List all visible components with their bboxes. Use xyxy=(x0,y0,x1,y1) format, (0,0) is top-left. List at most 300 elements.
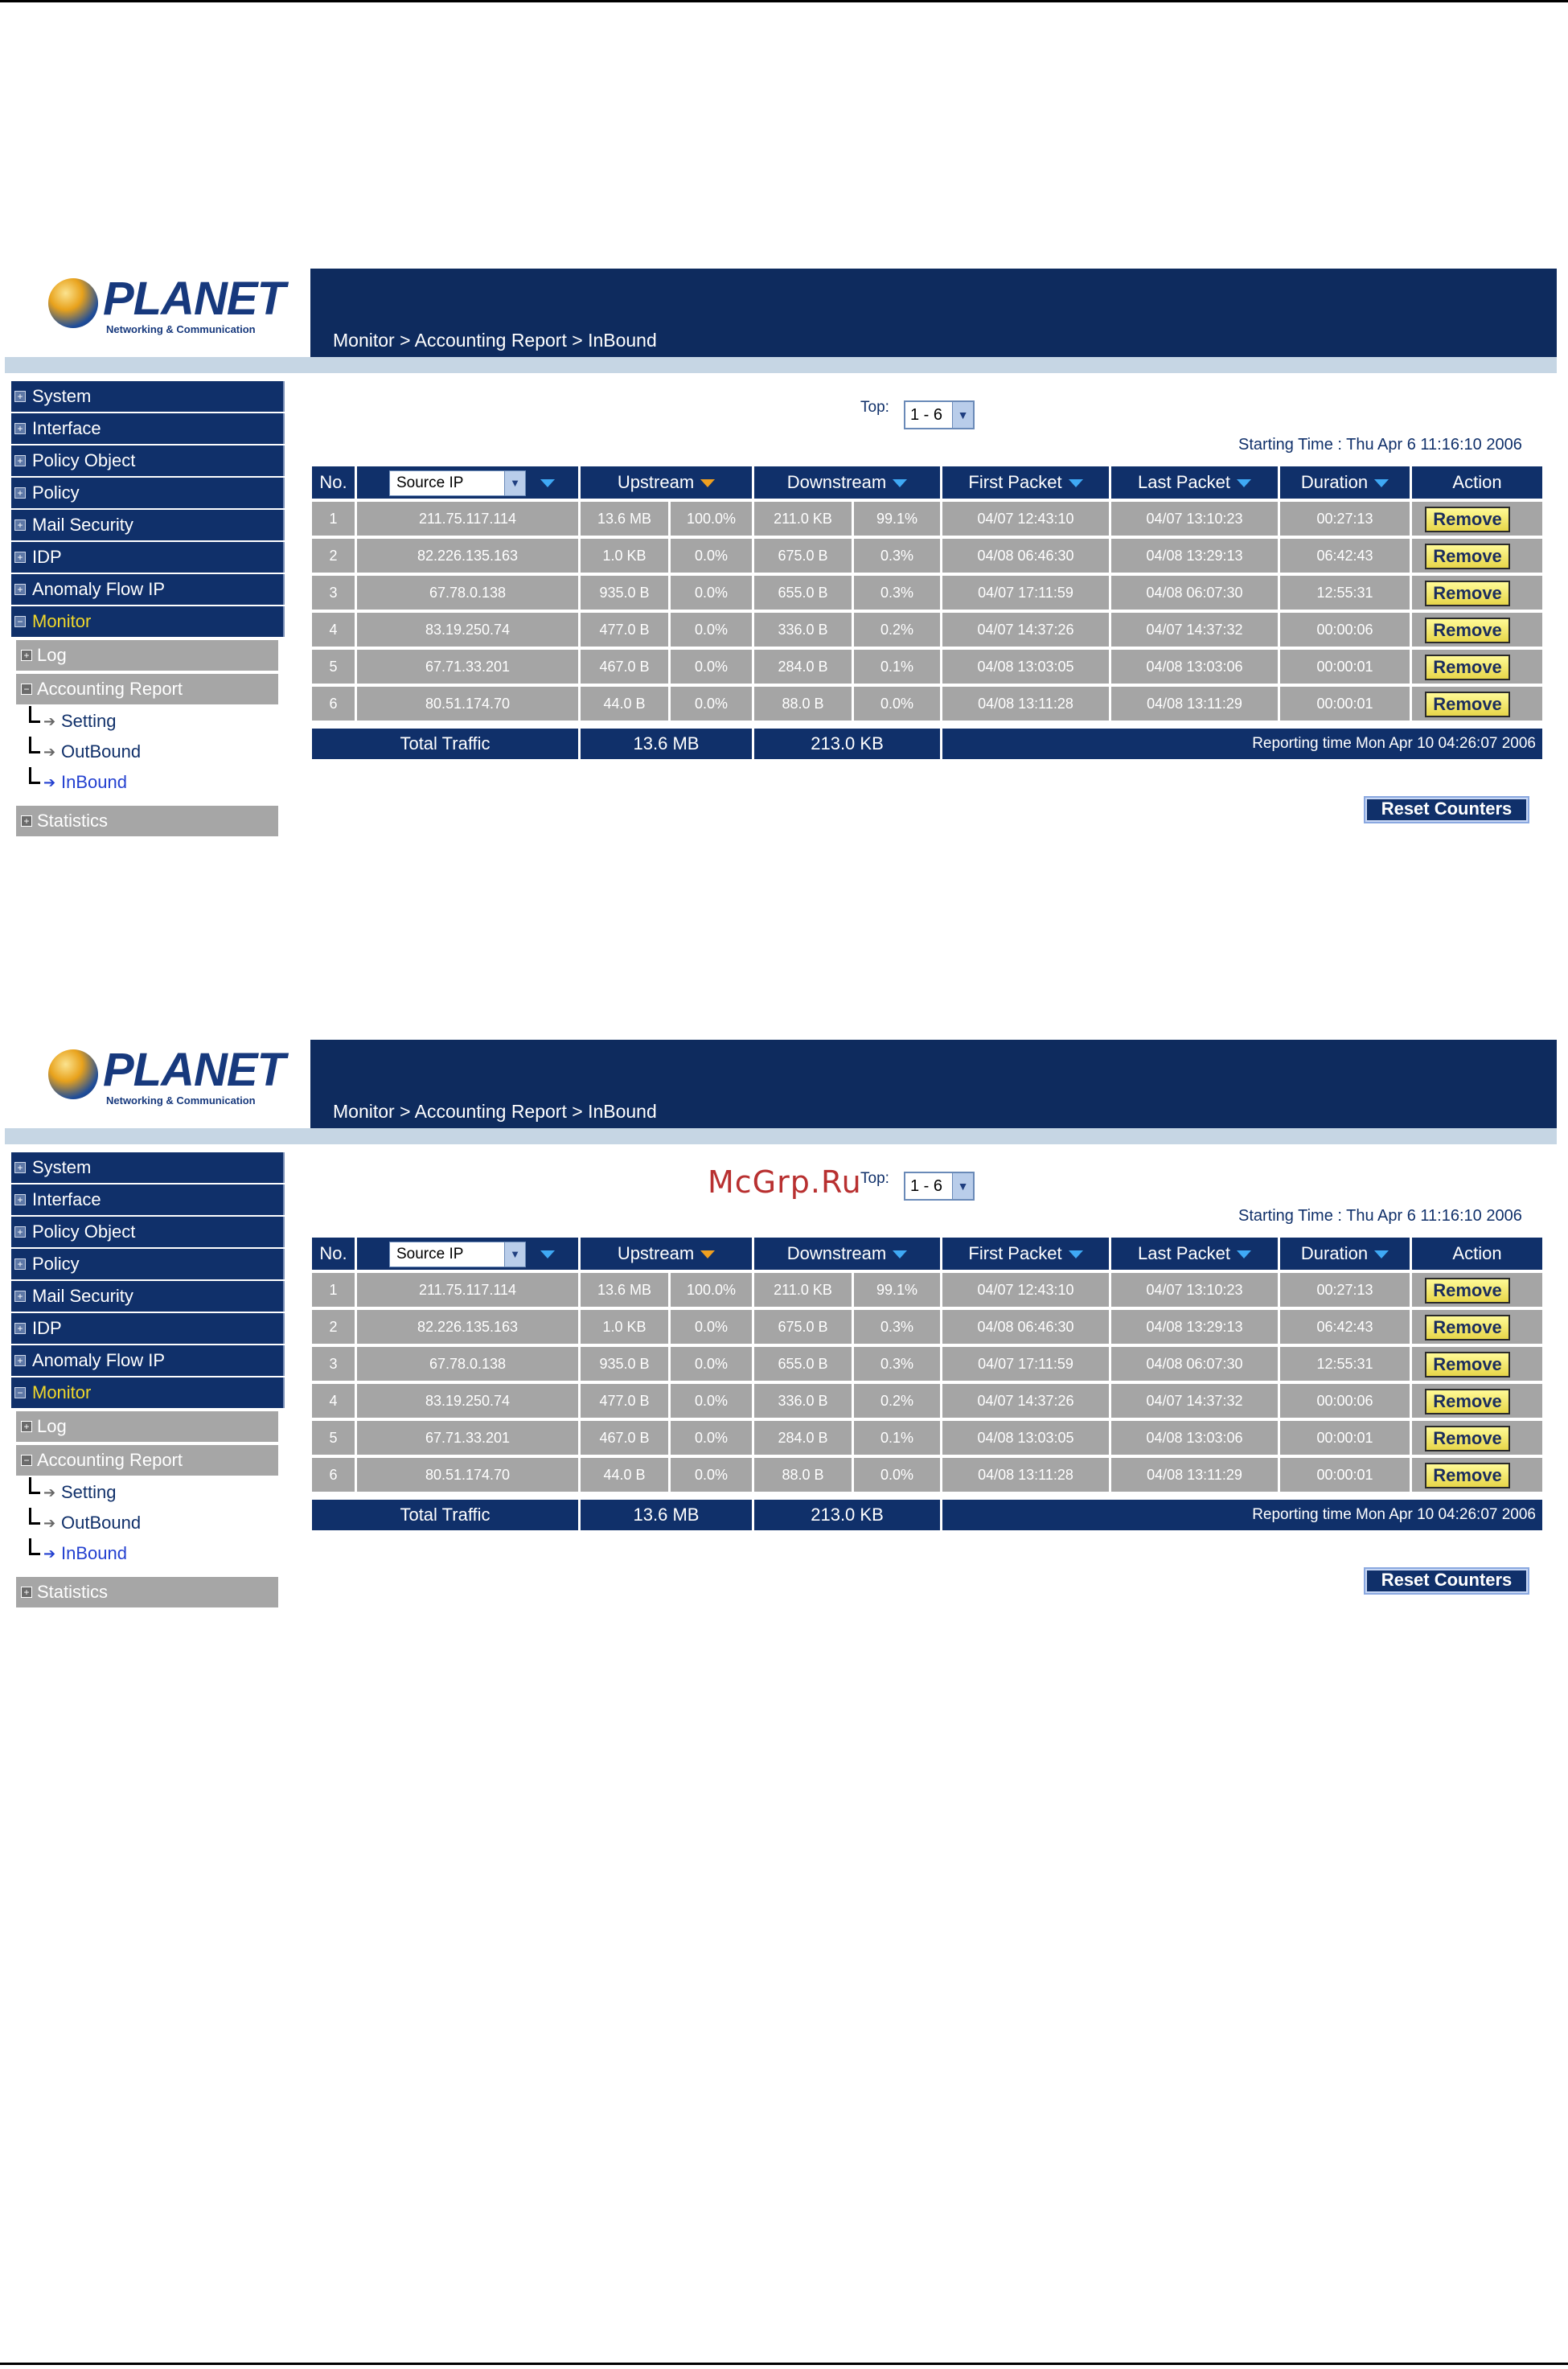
cell-downstream-percent: 99.1% xyxy=(854,1273,942,1307)
tree-item-setting[interactable] xyxy=(11,706,285,737)
total-traffic-row xyxy=(312,729,1542,759)
column-header-source-ip xyxy=(357,466,581,499)
screenshot-2 xyxy=(5,1040,1557,1619)
cell-downstream-percent: 99.1% xyxy=(854,502,942,536)
column-header-label: Duration xyxy=(1300,1243,1369,1263)
source-ip-select[interactable] xyxy=(389,1242,526,1267)
cell-last-packet: 04/07 14:37:32 xyxy=(1111,613,1280,647)
cell-action xyxy=(1412,539,1542,573)
cell-no: 6 xyxy=(312,1458,357,1492)
cell-action xyxy=(1412,1310,1542,1344)
total-traffic-label: Total Traffic xyxy=(312,729,581,759)
cell-last-packet: 04/07 14:37:32 xyxy=(1111,1384,1280,1418)
sidebar-item-label: Anomaly Flow IP xyxy=(32,1350,166,1370)
top-select[interactable] xyxy=(904,1172,975,1201)
cell-upstream: 467.0 B xyxy=(581,650,671,684)
page-bottom-rule xyxy=(0,2363,1568,2365)
cell-upstream: 1.0 KB xyxy=(581,1310,671,1344)
cell-no: 5 xyxy=(312,650,357,684)
expand-icon: + xyxy=(14,455,26,466)
expand-icon: + xyxy=(14,487,26,499)
logo-subtitle: Networking & Communication xyxy=(106,1094,256,1106)
sidebar-item-label: IDP xyxy=(32,547,62,567)
column-header-downstream[interactable] xyxy=(754,1238,942,1270)
collapse-icon: − xyxy=(21,684,32,695)
sidebar-item-policy[interactable] xyxy=(11,1249,285,1279)
tree-item-setting[interactable] xyxy=(11,1477,285,1508)
remove-button[interactable]: Remove xyxy=(1425,507,1510,532)
cell-first-packet: 04/08 13:03:05 xyxy=(942,1421,1111,1455)
cell-downstream: 211.0 KB xyxy=(754,1273,854,1307)
chevron-down-icon: ▼ xyxy=(504,471,525,495)
cell-action xyxy=(1412,687,1542,721)
header-band xyxy=(310,269,1557,357)
sidebar-item-label: Policy xyxy=(32,482,80,503)
cell-downstream: 675.0 B xyxy=(754,539,854,573)
cell-duration: 00:00:06 xyxy=(1280,613,1412,647)
sidebar-item-monitor[interactable] xyxy=(11,606,285,637)
tree-item-label: OutBound xyxy=(61,741,142,762)
sidebar-sub-statistics[interactable] xyxy=(16,1577,278,1607)
cell-downstream: 675.0 B xyxy=(754,1310,854,1344)
expand-icon: + xyxy=(21,1587,32,1598)
sidebar-item-label: Mail Security xyxy=(32,1286,133,1306)
top-select-value: 1 - 6 xyxy=(910,1177,943,1195)
sidebar-sub-label: Accounting Report xyxy=(37,679,183,699)
top-label: Top: xyxy=(860,1170,889,1187)
total-upstream: 13.6 MB xyxy=(581,729,754,759)
arrow-right-icon: ➔ xyxy=(43,1484,56,1501)
expand-icon: + xyxy=(14,1258,26,1270)
sidebar-sub-label: Statistics xyxy=(37,1582,109,1602)
cell-action xyxy=(1412,1347,1542,1381)
sort-arrow-icon xyxy=(893,1250,907,1258)
tree-line xyxy=(29,1538,31,1554)
sidebar-sub-label: Accounting Report xyxy=(37,1450,183,1470)
cell-downstream-percent: 0.3% xyxy=(854,1347,942,1381)
tree-item-outbound[interactable] xyxy=(11,737,285,767)
table-row xyxy=(312,1421,1542,1455)
tree-line xyxy=(29,1477,31,1493)
tree-line xyxy=(29,782,40,784)
logo-subtitle: Networking & Communication xyxy=(106,323,256,335)
cell-first-packet: 04/07 14:37:26 xyxy=(942,1384,1111,1418)
reset-counters-button[interactable]: Reset Counters xyxy=(1364,796,1529,823)
sidebar-sub-log[interactable] xyxy=(16,1411,278,1442)
expand-icon: + xyxy=(14,1323,26,1334)
sort-arrow-icon xyxy=(1237,1250,1251,1258)
planet-globe-icon xyxy=(48,1049,98,1099)
sidebar-item-interface[interactable] xyxy=(11,413,285,444)
cell-source-ip: 82.226.135.163 xyxy=(357,539,581,573)
cell-downstream-percent: 0.2% xyxy=(854,1384,942,1418)
cell-source-ip: 211.75.117.114 xyxy=(357,502,581,536)
cell-upstream: 467.0 B xyxy=(581,1421,671,1455)
cell-downstream-percent: 0.3% xyxy=(854,1310,942,1344)
cell-duration: 00:00:01 xyxy=(1280,1421,1412,1455)
cell-no: 4 xyxy=(312,613,357,647)
tree-item-label: OutBound xyxy=(61,1513,142,1533)
chevron-down-icon: ▼ xyxy=(504,1242,525,1267)
cell-source-ip: 80.51.174.70 xyxy=(357,687,581,721)
cell-source-ip: 211.75.117.114 xyxy=(357,1273,581,1307)
cell-upstream-percent: 0.0% xyxy=(671,1310,754,1344)
cell-upstream: 13.6 MB xyxy=(581,502,671,536)
tree-item-label: Setting xyxy=(61,711,117,731)
cell-last-packet: 04/08 13:03:06 xyxy=(1111,650,1280,684)
arrow-right-icon: ➔ xyxy=(43,713,56,729)
cell-duration: 06:42:43 xyxy=(1280,539,1412,573)
cell-downstream-percent: 0.3% xyxy=(854,576,942,610)
column-header-label: Action xyxy=(1452,472,1502,492)
cell-last-packet: 04/08 13:29:13 xyxy=(1111,539,1280,573)
cell-source-ip: 67.71.33.201 xyxy=(357,650,581,684)
cell-downstream: 336.0 B xyxy=(754,1384,854,1418)
cell-upstream: 935.0 B xyxy=(581,576,671,610)
table-row xyxy=(312,1347,1542,1381)
cell-duration: 00:00:01 xyxy=(1280,687,1412,721)
column-header-last-packet[interactable] xyxy=(1111,466,1280,499)
total-traffic-label: Total Traffic xyxy=(312,1500,581,1530)
cell-downstream: 211.0 KB xyxy=(754,502,854,536)
cell-action xyxy=(1412,650,1542,684)
tree-line xyxy=(29,1492,40,1494)
reporting-time-cell xyxy=(942,729,1542,759)
cell-duration: 00:27:13 xyxy=(1280,1273,1412,1307)
tree-item-inbound[interactable] xyxy=(11,767,285,798)
column-header-no xyxy=(312,1238,357,1270)
cell-last-packet: 04/08 13:29:13 xyxy=(1111,1310,1280,1344)
column-header-label: No. xyxy=(319,1243,347,1263)
table-row xyxy=(312,1384,1542,1418)
cell-source-ip: 83.19.250.74 xyxy=(357,613,581,647)
cell-source-ip: 83.19.250.74 xyxy=(357,1384,581,1418)
cell-downstream-percent: 0.1% xyxy=(854,650,942,684)
sidebar xyxy=(11,1152,285,1609)
cell-upstream-percent: 0.0% xyxy=(671,576,754,610)
cell-upstream: 13.6 MB xyxy=(581,1273,671,1307)
remove-button[interactable]: Remove xyxy=(1425,1426,1510,1451)
watermark: McGrp.Ru xyxy=(708,1164,862,1200)
cell-first-packet: 04/08 06:46:30 xyxy=(942,1310,1111,1344)
header-divider xyxy=(5,357,1557,373)
cell-downstream: 284.0 B xyxy=(754,1421,854,1455)
breadcrumb: Monitor > Accounting Report > InBound xyxy=(333,330,657,351)
sidebar-item-label: Interface xyxy=(32,1189,101,1209)
column-header-first-packet[interactable] xyxy=(942,466,1111,499)
column-header-label: First Packet xyxy=(968,472,1062,492)
sidebar-item-mail-security[interactable] xyxy=(11,510,285,540)
column-header-no xyxy=(312,466,357,499)
remove-button[interactable]: Remove xyxy=(1425,618,1510,643)
expand-icon: + xyxy=(14,423,26,434)
sidebar-sub-log[interactable] xyxy=(16,640,278,671)
arrow-right-icon: ➔ xyxy=(43,774,56,790)
expand-icon: + xyxy=(14,552,26,563)
cell-duration: 12:55:31 xyxy=(1280,576,1412,610)
cell-first-packet: 04/08 13:11:28 xyxy=(942,1458,1111,1492)
column-header-label: Downstream xyxy=(786,1243,887,1263)
sort-arrow-icon xyxy=(1069,479,1083,487)
cell-last-packet: 04/08 13:11:29 xyxy=(1111,687,1280,721)
top-label: Top: xyxy=(860,399,889,416)
cell-source-ip: 67.78.0.138 xyxy=(357,576,581,610)
cell-last-packet: 04/08 06:07:30 xyxy=(1111,1347,1280,1381)
table-row xyxy=(312,650,1542,684)
collapse-icon: − xyxy=(21,1455,32,1466)
cell-duration: 00:00:01 xyxy=(1280,650,1412,684)
cell-no: 1 xyxy=(312,1273,357,1307)
cell-downstream-percent: 0.0% xyxy=(854,1458,942,1492)
cell-action xyxy=(1412,1421,1542,1455)
table-row xyxy=(312,1273,1542,1307)
sidebar-item-policy-object[interactable] xyxy=(11,1217,285,1247)
tree-item-inbound[interactable] xyxy=(11,1538,285,1569)
sidebar-item-policy-object[interactable] xyxy=(11,445,285,476)
sort-arrow-icon[interactable] xyxy=(540,1250,555,1258)
sort-arrow-icon xyxy=(1069,1250,1083,1258)
tree-line xyxy=(29,751,40,753)
source-ip-select-value: Source IP xyxy=(396,1246,464,1263)
cell-no: 2 xyxy=(312,1310,357,1344)
column-header-last-packet[interactable] xyxy=(1111,1238,1280,1270)
sidebar-item-label: Monitor xyxy=(32,1382,92,1402)
expand-icon: + xyxy=(21,1421,32,1432)
sidebar-sub-label: Log xyxy=(37,645,67,665)
page-top-rule xyxy=(0,0,1568,2)
total-downstream: 213.0 KB xyxy=(754,729,942,759)
column-header-label: Duration xyxy=(1300,472,1369,492)
source-ip-select[interactable] xyxy=(389,470,526,496)
collapse-icon: − xyxy=(14,616,26,627)
cell-upstream: 1.0 KB xyxy=(581,539,671,573)
remove-button[interactable]: Remove xyxy=(1425,692,1510,717)
expand-icon: + xyxy=(14,391,26,402)
sidebar-item-label: System xyxy=(32,386,92,406)
sort-arrow-icon xyxy=(1374,1250,1389,1258)
table-row xyxy=(312,539,1542,573)
cell-downstream-percent: 0.2% xyxy=(854,613,942,647)
sidebar-item-label: Interface xyxy=(32,418,101,438)
sidebar-item-anomaly-flow-ip[interactable] xyxy=(11,1345,285,1376)
remove-button[interactable]: Remove xyxy=(1425,655,1510,680)
cell-downstream: 336.0 B xyxy=(754,613,854,647)
cell-first-packet: 04/07 17:11:59 xyxy=(942,1347,1111,1381)
cell-upstream-percent: 0.0% xyxy=(671,687,754,721)
tree-item-label: Setting xyxy=(61,1482,117,1502)
breadcrumb: Monitor > Accounting Report > InBound xyxy=(333,1101,657,1122)
cell-no: 3 xyxy=(312,576,357,610)
collapse-icon: − xyxy=(14,1387,26,1398)
tree-item-label: InBound xyxy=(61,1543,127,1563)
expand-icon: + xyxy=(14,1355,26,1366)
sort-arrow-icon xyxy=(1237,479,1251,487)
cell-no: 1 xyxy=(312,502,357,536)
total-traffic-row xyxy=(312,1500,1542,1530)
tree-line xyxy=(29,1508,31,1524)
cell-no: 3 xyxy=(312,1347,357,1381)
cell-last-packet: 04/07 13:10:23 xyxy=(1111,502,1280,536)
cell-action xyxy=(1412,1384,1542,1418)
cell-upstream: 477.0 B xyxy=(581,613,671,647)
header-divider xyxy=(5,1128,1557,1144)
table-row xyxy=(312,1458,1542,1492)
sidebar xyxy=(11,381,285,838)
cell-action xyxy=(1412,613,1542,647)
sort-arrow-icon xyxy=(1374,479,1389,487)
cell-first-packet: 04/07 14:37:26 xyxy=(942,613,1111,647)
cell-source-ip: 67.78.0.138 xyxy=(357,1347,581,1381)
cell-first-packet: 04/08 06:46:30 xyxy=(942,539,1111,573)
logo xyxy=(5,269,310,357)
starting-time: Starting Time : Thu Apr 6 11:16:10 2006 xyxy=(1238,436,1522,454)
screenshot-1 xyxy=(5,269,1557,848)
tree-line xyxy=(29,706,31,722)
cell-source-ip: 82.226.135.163 xyxy=(357,1310,581,1344)
chevron-down-icon: ▼ xyxy=(952,402,973,428)
column-header-upstream[interactable] xyxy=(581,1238,754,1270)
cell-first-packet: 04/08 13:03:05 xyxy=(942,650,1111,684)
expand-icon: + xyxy=(14,1291,26,1302)
cell-action xyxy=(1412,1273,1542,1307)
sidebar-sub-statistics[interactable] xyxy=(16,806,278,836)
tree-item-outbound[interactable] xyxy=(11,1508,285,1538)
cell-last-packet: 04/07 13:10:23 xyxy=(1111,1273,1280,1307)
cell-no: 2 xyxy=(312,539,357,573)
table-row xyxy=(312,687,1542,721)
cell-upstream-percent: 0.0% xyxy=(671,650,754,684)
tree-line xyxy=(29,1553,40,1555)
sidebar-item-anomaly-flow-ip[interactable] xyxy=(11,574,285,605)
cell-action xyxy=(1412,502,1542,536)
sidebar-sub-accounting-report[interactable] xyxy=(16,1445,278,1476)
cell-duration: 00:27:13 xyxy=(1280,502,1412,536)
column-header-label: Last Packet xyxy=(1138,1243,1230,1263)
sidebar-item-interface[interactable] xyxy=(11,1184,285,1215)
cell-first-packet: 04/07 12:43:10 xyxy=(942,502,1111,536)
total-downstream: 213.0 KB xyxy=(754,1500,942,1530)
table-row xyxy=(312,502,1542,536)
column-header-upstream[interactable] xyxy=(581,466,754,499)
table-row xyxy=(312,613,1542,647)
expand-icon: + xyxy=(14,1194,26,1205)
sidebar-item-monitor[interactable] xyxy=(11,1377,285,1408)
column-header-label: Downstream xyxy=(786,472,887,492)
cell-duration: 00:00:06 xyxy=(1280,1384,1412,1418)
cell-no: 5 xyxy=(312,1421,357,1455)
column-header-label: Last Packet xyxy=(1138,472,1230,492)
cell-upstream-percent: 0.0% xyxy=(671,1458,754,1492)
remove-button[interactable]: Remove xyxy=(1425,1352,1510,1377)
cell-last-packet: 04/08 13:11:29 xyxy=(1111,1458,1280,1492)
reporting-time: Reporting time Mon Apr 10 04:26:07 2006 xyxy=(1252,735,1536,752)
column-header-downstream[interactable] xyxy=(754,466,942,499)
reporting-time-cell xyxy=(942,1500,1542,1530)
tree-line xyxy=(29,767,31,783)
expand-icon: + xyxy=(14,519,26,531)
column-header-duration[interactable] xyxy=(1280,466,1412,499)
sidebar-item-label: System xyxy=(32,1157,92,1177)
cell-duration: 00:00:01 xyxy=(1280,1458,1412,1492)
tree-line xyxy=(29,721,40,723)
arrow-right-icon: ➔ xyxy=(43,744,56,760)
cell-downstream: 655.0 B xyxy=(754,576,854,610)
logo xyxy=(5,1040,310,1128)
cell-downstream: 655.0 B xyxy=(754,1347,854,1381)
source-ip-select-value: Source IP xyxy=(396,474,464,491)
sidebar-item-mail-security[interactable] xyxy=(11,1281,285,1312)
remove-button[interactable]: Remove xyxy=(1425,1315,1510,1341)
table-row xyxy=(312,576,1542,610)
expand-icon: + xyxy=(21,815,32,827)
cell-upstream-percent: 100.0% xyxy=(671,1273,754,1307)
cell-downstream: 284.0 B xyxy=(754,650,854,684)
sidebar-item-system[interactable] xyxy=(11,1152,285,1183)
cell-upstream: 44.0 B xyxy=(581,687,671,721)
cell-no: 4 xyxy=(312,1384,357,1418)
sidebar-item-label: Monitor xyxy=(32,611,92,631)
planet-globe-icon xyxy=(48,278,98,328)
sidebar-sub-label: Log xyxy=(37,1416,67,1436)
sidebar-item-label: IDP xyxy=(32,1318,62,1338)
logo-text: PLANET xyxy=(103,1044,285,1096)
logo-text: PLANET xyxy=(103,273,285,325)
cell-upstream-percent: 100.0% xyxy=(671,502,754,536)
remove-button[interactable]: Remove xyxy=(1425,1463,1510,1488)
total-upstream: 13.6 MB xyxy=(581,1500,754,1530)
cell-first-packet: 04/07 12:43:10 xyxy=(942,1273,1111,1307)
chevron-down-icon: ▼ xyxy=(952,1173,973,1199)
sidebar-item-idp[interactable] xyxy=(11,1313,285,1344)
cell-downstream-percent: 0.3% xyxy=(854,539,942,573)
sidebar-item-system[interactable] xyxy=(11,381,285,412)
cell-upstream-percent: 0.0% xyxy=(671,1347,754,1381)
cell-downstream: 88.0 B xyxy=(754,687,854,721)
reporting-time: Reporting time Mon Apr 10 04:26:07 2006 xyxy=(1252,1506,1536,1523)
top-select-value: 1 - 6 xyxy=(910,406,943,424)
remove-button[interactable]: Remove xyxy=(1425,1278,1510,1304)
column-header-first-packet[interactable] xyxy=(942,1238,1111,1270)
remove-button[interactable]: Remove xyxy=(1425,1389,1510,1414)
sidebar-item-policy[interactable] xyxy=(11,478,285,508)
cell-upstream: 477.0 B xyxy=(581,1384,671,1418)
column-header-label: Upstream xyxy=(617,472,695,492)
top-select[interactable] xyxy=(904,400,975,429)
sidebar-item-label: Policy xyxy=(32,1254,80,1274)
cell-downstream-percent: 0.0% xyxy=(854,687,942,721)
column-header-duration[interactable] xyxy=(1280,1238,1412,1270)
remove-button[interactable]: Remove xyxy=(1425,544,1510,569)
tree-item-label: InBound xyxy=(61,772,127,792)
reset-counters-button[interactable]: Reset Counters xyxy=(1364,1567,1529,1595)
cell-downstream: 88.0 B xyxy=(754,1458,854,1492)
sidebar-sub-accounting-report[interactable] xyxy=(16,674,278,704)
expand-icon: + xyxy=(14,1226,26,1238)
sidebar-item-idp[interactable] xyxy=(11,542,285,573)
column-header-label: No. xyxy=(319,472,347,492)
cell-upstream: 935.0 B xyxy=(581,1347,671,1381)
sort-arrow-icon[interactable] xyxy=(540,479,555,487)
cell-last-packet: 04/08 13:03:06 xyxy=(1111,1421,1280,1455)
tree-line xyxy=(29,737,31,753)
starting-time: Starting Time : Thu Apr 6 11:16:10 2006 xyxy=(1238,1207,1522,1225)
remove-button[interactable]: Remove xyxy=(1425,581,1510,606)
cell-first-packet: 04/07 17:11:59 xyxy=(942,576,1111,610)
column-header-action xyxy=(1412,1238,1542,1270)
expand-icon: + xyxy=(14,584,26,595)
cell-duration: 06:42:43 xyxy=(1280,1310,1412,1344)
cell-last-packet: 04/08 06:07:30 xyxy=(1111,576,1280,610)
